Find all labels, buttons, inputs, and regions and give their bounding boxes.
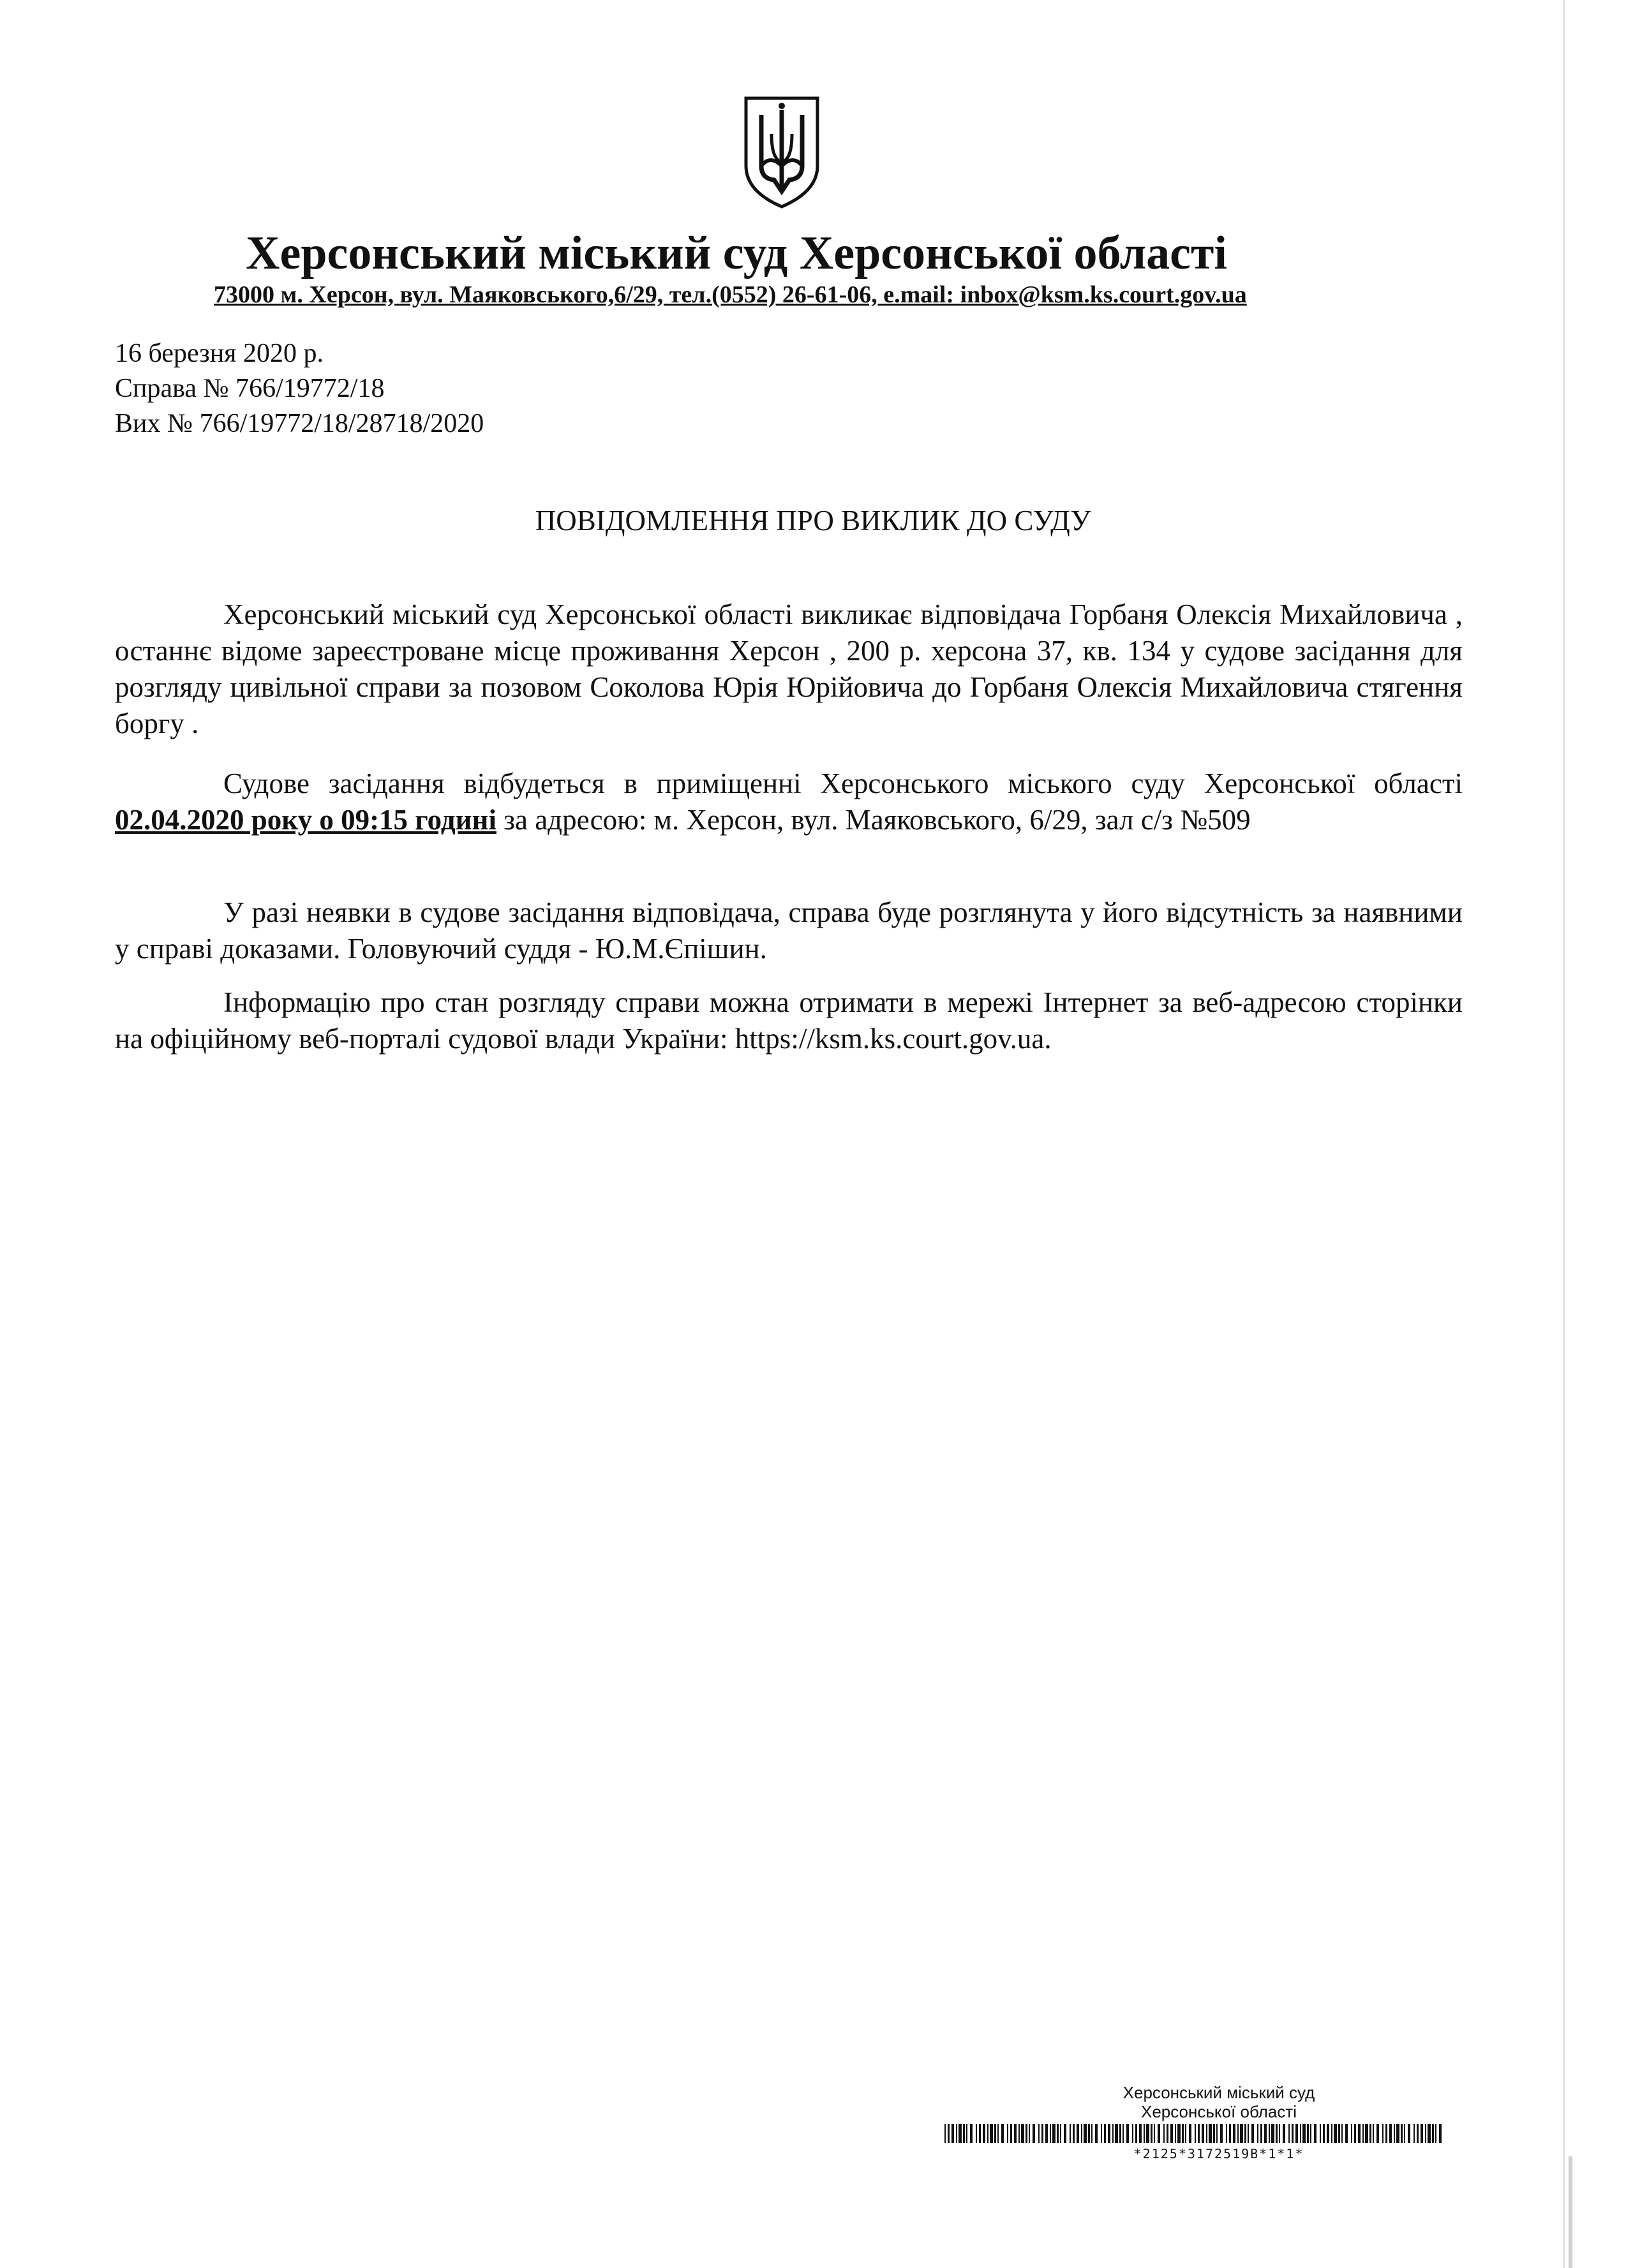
scan-page-edge-bottom — [1569, 2156, 1572, 2268]
paragraph-summons: Херсонський міський суд Херсонської області викликає відповідача Горбаня Олексія Михайловича , останнє відоме зареєстроване місце проживання Херсон , 200 р. херсона 37, кв. 134 у судове засідання для розгляду цивільної справи за позовом Соколова Юрія Юрійовича до Горбаня Олексія Михайловича стягення боргу . — [115, 598, 1463, 739]
stamp-line-1: Херсонський міський суд — [1123, 2083, 1315, 2102]
document-title: ПОВІДОМЛЕННЯ ПРО ВИКЛИК ДО СУДУ — [535, 505, 1091, 537]
document-date: 16 березня 2020 р. — [115, 339, 324, 368]
paragraph-hearing — [115, 766, 1463, 838]
outgoing-number: Вих № 766/19772/18/28718/2020 — [115, 409, 484, 438]
paragraph-info: Інформацію про стан розгляду справи можна отримати в мережі Інтернет за веб-адресою сторінки на офіційному веб-порталі судової влади України: https://ksm.ks.court.gov.ua. — [115, 986, 1463, 1055]
court-name-heading: Херсонський міський суд Херсонської області — [246, 227, 1227, 279]
barcode-text: *2125*3172519В*1*1* — [1133, 2146, 1304, 2161]
case-number: Справа № 766/19772/18 — [115, 374, 385, 403]
scan-page-edge — [1563, 0, 1565, 2268]
hearing-datetime: 02.04.2020 року о 09:15 годині — [115, 804, 496, 836]
court-stamp — [944, 2083, 1493, 2161]
hearing-text-after: за адресою: м. Херсон, вул. Маяковського, 6/29, зал с/з №509 — [496, 804, 1251, 836]
court-address-line: 73000 м. Херсон, вул. Маяковського,6/29, тел.(0552) 26-61-06, e.mail: inbox@ksm.ks.court.gov.ua — [214, 281, 1247, 308]
stamp-line-2: Херсонської області — [1141, 2102, 1297, 2121]
coat-of-arms-icon — [742, 96, 821, 209]
hearing-text-before: Судове засідання відбудеться в приміщенні Херсонського міського суду Херсонської області — [223, 767, 1463, 799]
barcode-graphic — [944, 2124, 1442, 2143]
paragraph-absence: У разі неявки в судове засідання відповідача, справа буде розглянута у його відсутність за наявними у справі доказами. Головуючий суддя - Ю.М.Єпішин. — [115, 896, 1463, 965]
